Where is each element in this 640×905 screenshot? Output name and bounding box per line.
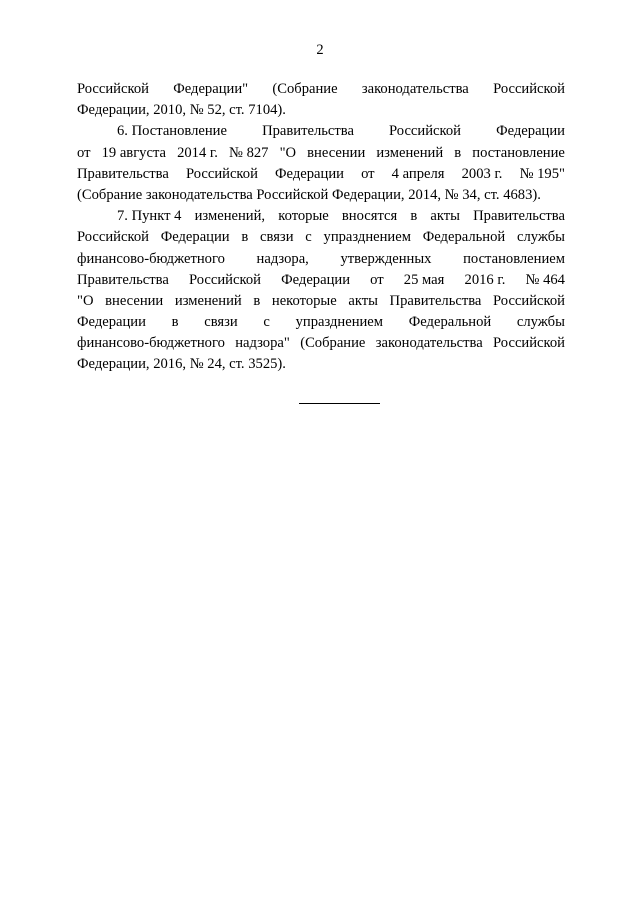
text-line [77, 249, 565, 270]
text-word: Федерации [281, 271, 350, 288]
text-word: Правительства [389, 292, 482, 309]
text-word: упразднением [323, 229, 411, 246]
text-word: утвержденных [340, 250, 432, 267]
text-word: (Собрание [300, 335, 366, 352]
document-body [77, 79, 565, 376]
text-line [77, 291, 565, 312]
text-word: Федерации [496, 123, 565, 140]
text-word: изменений [174, 292, 242, 309]
text-run: Федерации, 2010, № 52, ст. 7104). [77, 102, 286, 119]
text-word: службы [516, 314, 565, 331]
text-line [77, 79, 565, 100]
text-word: № 464 [525, 271, 565, 288]
text-word: "О [279, 144, 297, 161]
text-word: финансово-бюджетного [77, 250, 225, 267]
text-word: некоторые [271, 292, 337, 309]
text-word: 4 апреля [391, 165, 445, 182]
text-word: Правительства [262, 123, 354, 140]
text-word: от [370, 271, 384, 288]
text-word: изменений [376, 144, 444, 161]
text-word: внесении [307, 144, 366, 161]
text-word: постановлением [463, 250, 565, 267]
text-word: № 195" [519, 165, 565, 182]
text-word: Российской [189, 271, 261, 288]
text-word: службы [516, 229, 565, 246]
text-word: 7. Пункт 4 [117, 208, 182, 225]
text-word: надзора, [256, 250, 309, 267]
text-word: 2003 г. [461, 165, 503, 182]
text-word: Федеральной [408, 314, 492, 331]
text-word: законодательства [375, 335, 483, 352]
text-word: Федерации [160, 229, 230, 246]
text-line [77, 185, 565, 206]
text-word: в [241, 229, 249, 246]
text-word: законодательства [361, 81, 469, 97]
text-word: упразднением [295, 314, 384, 331]
text-line [77, 100, 565, 121]
text-word: акты [348, 292, 378, 309]
text-word: надзора" [235, 335, 290, 352]
text-word: 2016 г. [464, 271, 506, 288]
text-word: акты [430, 208, 460, 225]
text-word: с [263, 314, 270, 331]
text-word: Правительства [77, 271, 169, 288]
text-word: в [171, 314, 179, 331]
page-number: 2 [316, 42, 324, 58]
text-word: "О [77, 292, 94, 309]
text-line [77, 333, 565, 354]
text-word: которые [278, 208, 329, 225]
text-word: изменений, [194, 208, 266, 225]
text-word: в [454, 144, 462, 161]
text-word: связи [204, 314, 238, 331]
text-word: Федерации [77, 314, 146, 331]
text-line [77, 227, 565, 248]
text-word: 2014 г. [177, 144, 218, 161]
text-word: постановление [472, 144, 565, 161]
text-word: с [305, 229, 312, 246]
text-line [77, 354, 565, 375]
text-word: Российской [493, 81, 565, 97]
text-word: 19 августа [101, 144, 166, 161]
text-word: в [410, 208, 418, 225]
text-word: финансово-бюджетного [77, 335, 225, 352]
text-word: (Собрание [272, 81, 338, 97]
text-run: (Собрание законодательства Российской Федерации, 2014, № 34, ст. 4683). [77, 186, 541, 203]
end-separator-line [299, 403, 380, 404]
text-word: Российской [389, 123, 461, 140]
text-line [77, 121, 565, 142]
text-line [77, 270, 565, 291]
text-word: Российской [77, 81, 149, 97]
text-word: вносятся [341, 208, 398, 225]
text-word: Правительства [473, 208, 565, 225]
text-line [77, 143, 565, 164]
text-word: № 827 [229, 144, 269, 161]
text-word: Федерации" [173, 81, 249, 97]
text-line [77, 164, 565, 185]
text-word: Федерации [275, 165, 344, 182]
text-word: Российской [493, 335, 565, 352]
text-word: Федеральной [422, 229, 506, 246]
text-word: 6. Постановление [117, 123, 227, 140]
text-word: от [77, 144, 91, 161]
text-word: связи [260, 229, 294, 246]
text-word: от [361, 165, 375, 182]
text-run: Федерации, 2016, № 24, ст. 3525). [77, 356, 286, 373]
text-word: в [253, 292, 261, 309]
text-word: Российской [493, 292, 565, 309]
text-word: Российской [185, 165, 258, 182]
text-word: Российской [77, 229, 149, 246]
text-word: Правительства [77, 165, 169, 182]
text-word: внесении [105, 292, 164, 309]
text-line [77, 312, 565, 333]
text-line [77, 206, 565, 227]
text-word: 25 мая [403, 271, 445, 288]
